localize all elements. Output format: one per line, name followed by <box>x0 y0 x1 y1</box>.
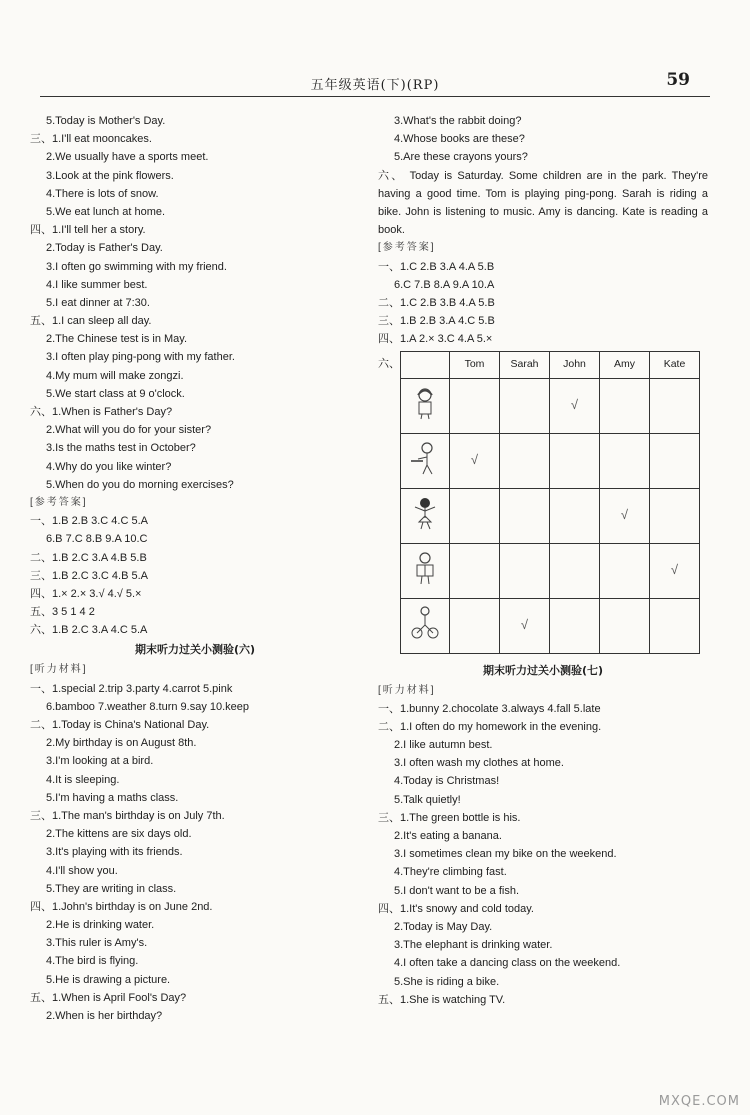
text-line: 四、1.× 2.× 3.√ 4.√ 5.× <box>30 587 142 600</box>
page-header <box>40 70 710 97</box>
text-line: 四、1.I'll tell her a story. <box>30 224 146 237</box>
answer-table <box>400 351 700 654</box>
watermark: MXQE.COM <box>658 1094 740 1109</box>
text-line: 3.I'm looking at a bird. <box>46 755 154 768</box>
passage-six: 六、 Today is Saturday. Some children are in the park. They're having a good time. Tom is playing ping-pong. Sarah is riding a bike. John is listening to music. Amy is dancing. Kate is reading a book. <box>378 169 708 237</box>
text-line: 三、1.The man's birthday is on July 7th. <box>30 809 225 822</box>
text-line: 5.Are these crayons yours? <box>394 151 528 164</box>
book-title: 五年级英语(下)(RP) <box>310 78 440 93</box>
text-line: 4.Whose books are these? <box>394 133 525 146</box>
text-line: 5.When do you do morning exercises? <box>46 478 234 491</box>
text-line: 三、1.B 2.C 3.C 4.B 5.A <box>30 569 148 582</box>
text-line: 2.What will you do for your sister? <box>46 424 212 437</box>
text-line: 4.The bird is flying. <box>46 955 139 968</box>
left-listening-label: [听力材料] <box>30 664 88 676</box>
left-listening-lines <box>30 112 360 494</box>
answer-cell <box>600 598 650 653</box>
right-listening-lines <box>378 112 708 167</box>
table-row <box>401 598 700 653</box>
table-header-row <box>401 351 700 378</box>
text-line: 2.We usually have a sports meet. <box>46 151 209 164</box>
section-7-lines <box>378 700 708 1009</box>
answer-cell <box>550 488 600 543</box>
table-corner <box>401 351 450 378</box>
text-line: 5.They are writing in class. <box>46 882 177 895</box>
left-column <box>30 112 360 1025</box>
column-header: Kate <box>650 351 700 378</box>
text-line: 3.I sometimes clean my bike on the weekend. <box>394 848 617 861</box>
dancing-child-icon <box>401 488 450 543</box>
text-line: 2.It's eating a banana. <box>394 830 502 842</box>
column-header: John <box>550 351 600 378</box>
answer-cell: √ <box>450 433 500 488</box>
text-line: 6.bamboo 7.weather 8.turn 9.say 10.keep <box>46 700 250 713</box>
text-line: 3.Look at the pink flowers. <box>46 169 174 182</box>
answer-cell: √ <box>550 378 600 433</box>
text-line: 四、1.It's snowy and cold today. <box>378 902 534 915</box>
answer-cell <box>650 378 700 433</box>
text-line: 五、1.I can sleep all day. <box>30 315 152 328</box>
text-line: 3.The elephant is drinking water. <box>394 939 553 952</box>
table-label: 六、 <box>378 357 400 370</box>
right-listening-label: [听力材料] <box>378 684 436 696</box>
section-7-title: 期末听力过关小测验(七) <box>482 663 604 677</box>
column-header: Sarah <box>500 351 550 378</box>
text-line: 2.He is drinking water. <box>46 919 155 932</box>
text-line: 5.Today is Mother's Day. <box>46 115 166 127</box>
text-line: 三、1.B 2.B 3.A 4.C 5.B <box>378 315 495 328</box>
table-row <box>401 543 700 598</box>
text-line: 3.I often play ping-pong with my father. <box>46 351 235 364</box>
table-row <box>401 433 700 488</box>
text-line: 四、1.A 2.× 3.C 4.A 5.× <box>378 333 493 346</box>
table-row <box>401 378 700 433</box>
text-line: 六、1.B 2.C 3.A 4.C 5.A <box>30 624 148 637</box>
answer-cell: √ <box>500 598 550 653</box>
section-6-title: 期末听力过关小测验(六) <box>134 643 256 657</box>
text-line: 2.Today is Father's Day. <box>46 242 163 255</box>
right-answers <box>378 258 708 349</box>
text-line: 5.I'm having a maths class. <box>46 791 179 804</box>
text-line: 2.The kittens are six days old. <box>46 828 192 841</box>
text-line: 2.Today is May Day. <box>394 920 493 933</box>
text-line: 3.Is the maths test in October? <box>46 442 196 455</box>
page-number: 59 <box>666 70 690 90</box>
answer-cell <box>550 543 600 598</box>
text-line: 5.We start class at 9 o'clock. <box>46 387 185 400</box>
text-line: 3.What's the rabbit doing? <box>394 115 522 127</box>
right-column <box>378 112 708 1009</box>
answer-table-wrap <box>378 351 708 654</box>
text-line: 4.My mum will make zongzi. <box>46 369 184 382</box>
text-line: 六、1.When is Father's Day? <box>30 406 173 418</box>
text-line: 三、1.The green bottle is his. <box>378 811 521 824</box>
answer-cell <box>650 488 700 543</box>
answer-cell <box>550 598 600 653</box>
answer-cell <box>500 488 550 543</box>
answer-cell <box>550 433 600 488</box>
text-line: 4.I like summer best. <box>46 278 148 291</box>
text-line: 2.I like autumn best. <box>394 739 493 752</box>
left-answers-label: [参考答案] <box>30 496 88 508</box>
answer-cell <box>500 378 550 433</box>
listening-to-music-child-icon <box>401 378 450 433</box>
text-line: 5.He is drawing a picture. <box>46 973 171 986</box>
text-line: 二、1.Today is China's National Day. <box>30 719 210 731</box>
section-6-lines <box>30 680 360 1026</box>
text-line: 五、1.She is watching TV. <box>378 993 506 1006</box>
text-line: 3.I often wash my clothes at home. <box>394 757 564 770</box>
column-header: Amy <box>600 351 650 378</box>
text-line: 4.Why do you like winter? <box>46 460 172 473</box>
text-line: 二、1.I often do my homework in the evening. <box>378 720 602 733</box>
text-line: 二、1.C 2.B 3.B 4.A 5.B <box>378 296 495 309</box>
text-line: 4.It is sleeping. <box>46 773 120 786</box>
answer-cell <box>450 488 500 543</box>
text-line: 五、3 5 1 4 2 <box>30 606 95 619</box>
answer-cell <box>450 543 500 598</box>
answer-cell <box>600 543 650 598</box>
text-line: 4.There is lots of snow. <box>46 187 159 200</box>
riding-bike-child-icon <box>401 598 450 653</box>
answer-cell <box>600 433 650 488</box>
answer-cell: √ <box>600 488 650 543</box>
answer-cell <box>450 598 500 653</box>
text-line: 五、1.When is April Fool's Day? <box>30 991 187 1004</box>
text-line: 3.This ruler is Amy's. <box>46 937 148 950</box>
right-answers-label: [参考答案] <box>378 242 436 254</box>
text-line: 二、1.B 2.C 3.A 4.B 5.B <box>30 551 147 564</box>
text-line: 5.I don't want to be a fish. <box>394 884 520 897</box>
text-line: 6.B 7.C 8.B 9.A 10.C <box>46 533 148 546</box>
text-line: 4.I often take a dancing class on the weekend. <box>394 957 621 970</box>
answer-cell <box>650 598 700 653</box>
text-line: 4.They're climbing fast. <box>394 866 507 879</box>
answer-cell <box>500 543 550 598</box>
text-line: 三、1.I'll eat mooncakes. <box>30 133 152 146</box>
text-line: 一、1.C 2.B 3.A 4.A 5.B <box>378 260 495 273</box>
text-line: 一、1.special 2.trip 3.party 4.carrot 5.pink <box>30 682 233 695</box>
table-body <box>401 378 700 653</box>
text-line: 5.We eat lunch at home. <box>46 205 166 218</box>
text-line: 6.C 7.B 8.A 9.A 10.A <box>394 278 495 291</box>
answer-cell: √ <box>650 543 700 598</box>
left-answers <box>30 512 360 639</box>
text-line: 4.Today is Christmas! <box>394 775 500 788</box>
text-line: 3.I often go swimming with my friend. <box>46 260 227 273</box>
answer-cell <box>600 378 650 433</box>
text-line: 3.It's playing with its friends. <box>46 846 183 859</box>
column-header: Tom <box>450 351 500 378</box>
reading-book-child-icon <box>401 543 450 598</box>
text-line: 2.When is her birthday? <box>46 1010 163 1022</box>
text-line: 2.The Chinese test is in May. <box>46 333 188 346</box>
text-line: 2.My birthday is on August 8th. <box>46 737 197 750</box>
text-line: 5.I eat dinner at 7:30. <box>46 296 150 309</box>
answer-cell <box>450 378 500 433</box>
text-line: 4.I'll show you. <box>46 864 118 877</box>
text-line: 四、1.John's birthday is on June 2nd. <box>30 900 213 913</box>
text-line: 一、1.B 2.B 3.C 4.C 5.A <box>30 515 148 528</box>
answer-cell <box>500 433 550 488</box>
table-row <box>401 488 700 543</box>
text-line: 5.She is riding a bike. <box>394 975 500 988</box>
text-line: 一、1.bunny 2.chocolate 3.always 4.fall 5.late <box>378 702 601 715</box>
text-line: 5.Talk quietly! <box>394 793 461 806</box>
playing-ping-pong-child-icon <box>401 433 450 488</box>
answer-cell <box>650 433 700 488</box>
